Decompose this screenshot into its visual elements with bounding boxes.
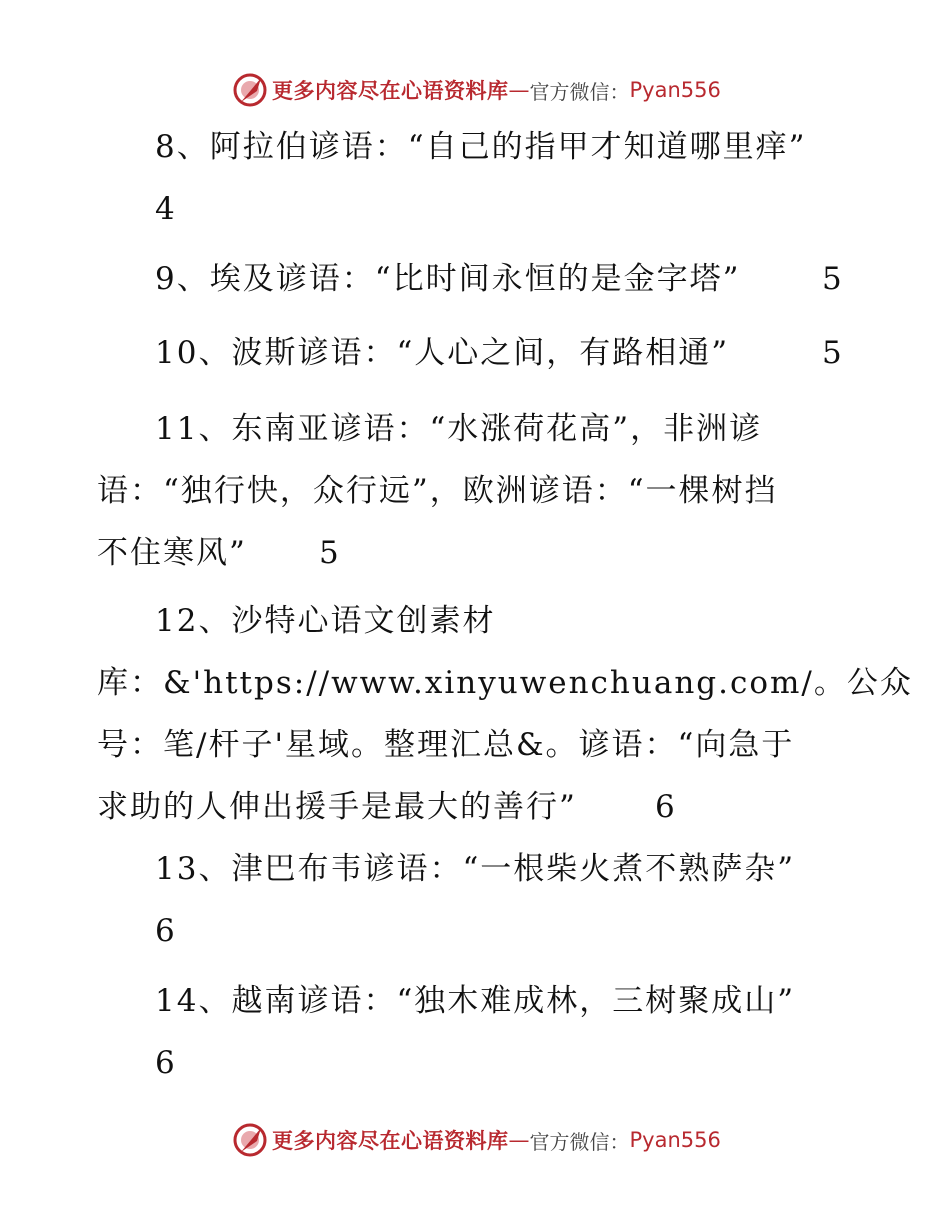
toc-entry-text: 语：“独行快，众行远”，欧洲谚语：“一棵树挡	[97, 473, 778, 509]
toc-entry-text: 号：笔/杆子'星域。整理汇总&。谚语：“向急于	[97, 727, 795, 763]
toc-entry-text: 不住寒风”	[97, 535, 247, 571]
toc-page-number: 6	[155, 913, 177, 949]
toc-entry-14	[97, 970, 857, 1094]
toc-entry-text: 10、波斯谚语：“人心之间，有路相通”	[155, 335, 730, 371]
toc-page-number: 4	[155, 191, 177, 227]
toc-entry-text: 13、津巴布韦谚语：“一根柴火煮不熟萨杂”	[155, 851, 796, 887]
toc-entry-8	[97, 116, 857, 240]
banner-dash: —	[508, 78, 530, 102]
toc-entry-text: 库：&'https://www.xinyuwenchuang.com/。公众	[97, 665, 913, 701]
banner-main-text: 更多内容尽在心语资料库	[272, 1129, 509, 1153]
toc-entry-text: 9、埃及谚语：“比时间永恒的是金字塔”	[155, 261, 741, 297]
banner-wechat-id: Pyan556	[629, 1128, 721, 1152]
banner-wechat-label: 官方微信：	[529, 79, 630, 104]
banner-dash: —	[508, 1128, 530, 1152]
toc-entry-text: 12、沙特心语文创素材	[155, 603, 496, 639]
toc-page-number: 5	[822, 261, 844, 297]
toc-page-number: 5	[319, 535, 341, 571]
footer-banner	[232, 1120, 721, 1160]
toc-entry-9	[97, 248, 857, 310]
toc-entry-text: 求助的人伸出援手是最大的善行”	[97, 789, 577, 825]
toc-entry-text: 8、阿拉伯谚语：“自己的指甲才知道哪里痒”	[155, 129, 807, 165]
toc-page-number: 6	[155, 1045, 177, 1081]
header-banner	[232, 70, 721, 110]
toc-entry-12	[97, 590, 913, 838]
toc-entry-11	[97, 398, 857, 584]
toc-entry-10	[97, 322, 857, 384]
banner-wechat-label: 官方微信：	[529, 1129, 630, 1154]
toc-page-number: 6	[655, 789, 677, 825]
banner-wechat-id: Pyan556	[629, 78, 721, 102]
quill-logo-icon	[232, 72, 268, 108]
toc-entry-text: 11、东南亚谚语：“水涨荷花高”，非洲谚	[155, 411, 763, 447]
toc-entry-13	[97, 838, 857, 962]
toc-page-number: 5	[822, 335, 844, 371]
quill-logo-icon	[232, 1122, 268, 1158]
toc-entry-text: 14、越南谚语：“独木难成林，三树聚成山”	[155, 983, 796, 1019]
banner-main-text: 更多内容尽在心语资料库	[272, 79, 509, 103]
